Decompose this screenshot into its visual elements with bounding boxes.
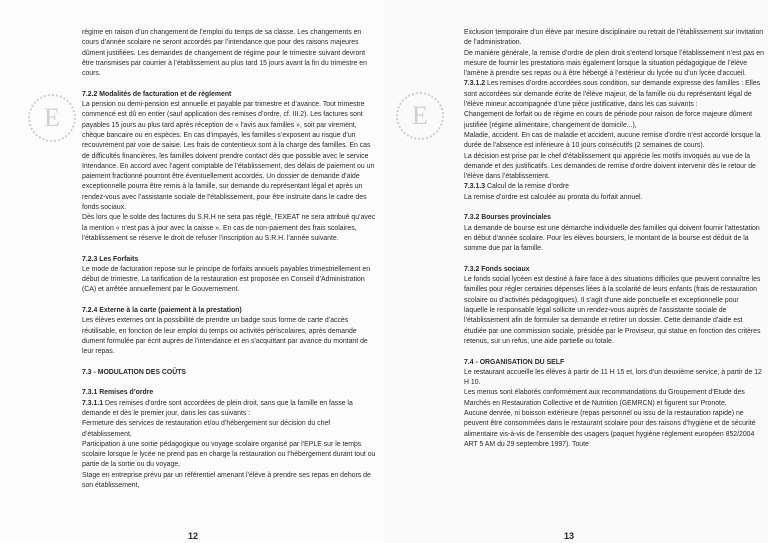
clause-number: 7.3.1.1 xyxy=(82,399,104,407)
spacer xyxy=(82,244,378,254)
numbered-paragraph xyxy=(464,182,764,192)
body-paragraph: Aucune denrée, ni boisson extérieure (repas personnel ou issu de la restauration rapide) ne peuvent être consommées dans le restaurant scolaire pour des raisons d’hygiène et de sécurité alimentaire vis-à-vis de l’ensemble des usagers (paquet hygiène règlement européen 852/2004 ART 5 AM du 29 septembre 1997). Toute xyxy=(464,409,756,448)
spacer xyxy=(82,378,378,388)
page-right xyxy=(384,0,768,543)
body-paragraph: Participation à une sortie pédagogique ou voyage scolaire organisé par l’EPLE sur le temps scolaire lorsque le lycée ne prend pas en charge la restauration ou l’hébergement durant tout ou partie de la sortie ou du voyage, xyxy=(82,440,376,469)
clause-number: 7.3.1.3 xyxy=(464,183,486,191)
body-paragraph: Le fonds social lycéen est destiné à faire face à des situations difficiles que peuvent connaître les familles pour régler certaines dépenses liées à la scolarité de leurs enfants (frais de restauration scolaire ou d’activités pédagogiques). Il s’agit d’une aide ponctuelle et exceptionnelle pour laquelle le responsable légal sollicite un rendez-vous auprès de l’assistante sociale de l’établissement afin de formuler sa demande et retirer un dossier. Cette demande d’aide est étudiée par une commission sociale, présidée par le Proviseur, qui statue en fonction des critères retenus, sur un refus, une aide partielle ou totale. xyxy=(464,276,761,345)
spacer xyxy=(82,296,378,306)
body-paragraph: Les menus sont élaborés conformément aux recommandations du Groupement d’Etude des Marchés en Restauration Collective et de Nutrition (GEMRCN) et figurent sur Pronote. xyxy=(464,389,745,407)
body-paragraph: régime en raison d’un changement de l’emploi du temps de sa classe. Les changements en cours d’année scolaire ne seront accordés par l’intendance que pour des raisons majeures dûment justifiées. Les demandes de changement de régime pour le trimestre suivant devront être transmises par courrier à l’établissement au plus tard 15 jours avant la fin du trimestre en cours. xyxy=(82,29,367,78)
body-paragraph: Fermeture des services de restauration et/ou d’hébergement sur décision du chef d’établissement, xyxy=(82,420,331,438)
section-heading: 7.3 - MODULATION DES COÛTS xyxy=(82,368,187,376)
logo-letter: E xyxy=(44,103,60,132)
spacer xyxy=(82,358,378,368)
body-paragraph: Dès lors que le solde des factures du S.R.H ne sera pas réglé, l’EXEAT ne sera attribué qu’avec la mention « n’est pas à jour avec la caisse ». En cas de non-paiement des frais scolaires, l’établissement se réserve le droit de refuser l’inscription au S.R.H. l’année suivante. xyxy=(82,214,376,242)
section-heading: 7.3.2 Fonds sociaux xyxy=(464,265,530,273)
clause-number: 7.3.1.2 xyxy=(464,80,486,88)
body-paragraph: Stage en entreprise prévu par un référentiel amenant l’élève à prendre ses repas en dehors de son établissement, xyxy=(82,471,371,490)
clause-text: Calcul de la remise d’ordre xyxy=(485,183,569,191)
section-heading: 7.2.3 Les Forfaits xyxy=(82,255,139,263)
logo-letter: E xyxy=(412,101,428,130)
page-body-right xyxy=(464,28,764,450)
clause-text: Les remises d’ordre accordées sous condition, sur demande expresse des familles : Elles sont accordées sur demande écrite de l’élève majeur, de la famille ou du représentant légal de l’élève mineur accompagnée d’une pièce justificative, dans les cas suivants : xyxy=(464,80,761,109)
spacer xyxy=(82,79,378,89)
body-paragraph: Changement de forfait ou de régime en cours de période pour raison de force majeure dûment justifiée (régime alimentaire, changement de domicile...), xyxy=(464,111,753,129)
page-number: 13 xyxy=(564,531,575,541)
section-heading: 7.4 - ORGANISATION DU SELF xyxy=(464,358,565,366)
body-paragraph: La demande de bourse est une démarche individuelle des familles qui doivent fournir l’attestation en début d’année scolaire. Pour les élèves boursiers, le montant de la bourse est déduit de la somme due par la famille. xyxy=(464,224,760,253)
spacer xyxy=(464,203,764,213)
body-paragraph: Exclusion temporaire d’un élève par mesure disciplinaire ou retrait de l’établissement sur invitation de l’administration. xyxy=(464,29,764,47)
body-paragraph: Les élèves externes ont la possibilité de prendre un badge sous forme de carte d’accès réutilisable, en fonction de leur emploi du temps ou activités périscolaires, après demande dument formulée par écrit auprès de l’intendance et en s’acquittant par avance du montant de leur repas. xyxy=(82,317,368,356)
body-paragraph: Le restaurant accueille les élèves à partir de 11 H 15 et, lors d’un deuxième service, à partir de 12 H 10. xyxy=(464,368,762,387)
education-logo-icon xyxy=(28,94,76,142)
body-paragraph: Maladie, accident. En cas de maladie et accident, aucune remise d’ordre n’est accordé lorsque la durée de l’absence est inférieure à 10 jours consécutifs (2 semaines de cours). xyxy=(464,131,761,150)
education-logo-icon xyxy=(396,92,444,140)
spacer xyxy=(464,347,764,357)
body-paragraph: De manière générale, la remise d’ordre de plein droit s’entend lorsque l’établissement n’est pas en mesure de fournir les prestations mais également lorsque la situation pédagogique de l’élève l’amène à prendre ses repas ou à être hébergé à l’extérieur du lycée ou d’un lycée d’accueil. xyxy=(464,49,764,78)
body-paragraph: La pension ou demi-pension est annuelle et payable par trimestre et d’avance. Tout trimestre commencé est dû en entier (sauf application des remises d’ordre, cf. III.2). Les factures sont payables 15 jours au plus tard après réception de « l’avis aux familles », soit par virement, chèque bancaire ou en espèces. En cas d’impayés, les familles s’exposent au risque d’un recouvrement par voie de saisie. Les frais de contentieux sont à la charge des familles. En cas de difficultés financières, les familles doivent prendre contact dès que possible avec le service Intendance. En accord avec l’agent comptable de l’établissement, des délais de paiement ou un paiement fractionné pourront être éventuellement accordés. Un dossier de demande d’aide exceptionnelle pourra être remis à la famille, sur demande du représentant légal et après un rendez-vous avec l’assistante sociale de l’établissement, pour être instruite dans le cadre des fonds sociaux. xyxy=(82,101,375,212)
page-number: 12 xyxy=(188,531,199,541)
section-heading: 7.2.2 Modalités de facturation et de règlement xyxy=(82,90,232,98)
page-body-left xyxy=(82,28,378,491)
clause-text: Des remises d’ordre sont accordées de plein droit, sans que la famille en fasse la demande et dès le premier jour, dans les cas suivants : xyxy=(82,399,353,417)
body-paragraph: La décision est prise par le chef d’établissement qui apprécie les motifs invoqués au vue de la demande et des justificatifs. Les demandes de remise d’ordre doivent intervenir dès le retour de l’élève dans l’établissement. xyxy=(464,152,756,181)
section-heading: 7.2.4 Externe à la carte (paiement à la prestation) xyxy=(82,307,242,315)
body-paragraph: Le mode de facturation repose sur le principe de forfaits annuels payables trimestriellement en début de trimestre. La tarification de la restauration est proposée en Conseil d’Administration (CA) et arrêtée annuellement par le Gouvernement. xyxy=(82,265,371,294)
numbered-paragraph xyxy=(464,79,764,110)
spacer xyxy=(464,255,764,265)
section-heading: 7.3.2 Bourses provinciales xyxy=(464,214,551,222)
section-heading: 7.3.1 Remises d’ordre xyxy=(82,389,154,397)
body-paragraph: La remise d’ordre est calculée au prorata du forfait annuel. xyxy=(464,193,643,201)
numbered-paragraph xyxy=(82,399,378,420)
